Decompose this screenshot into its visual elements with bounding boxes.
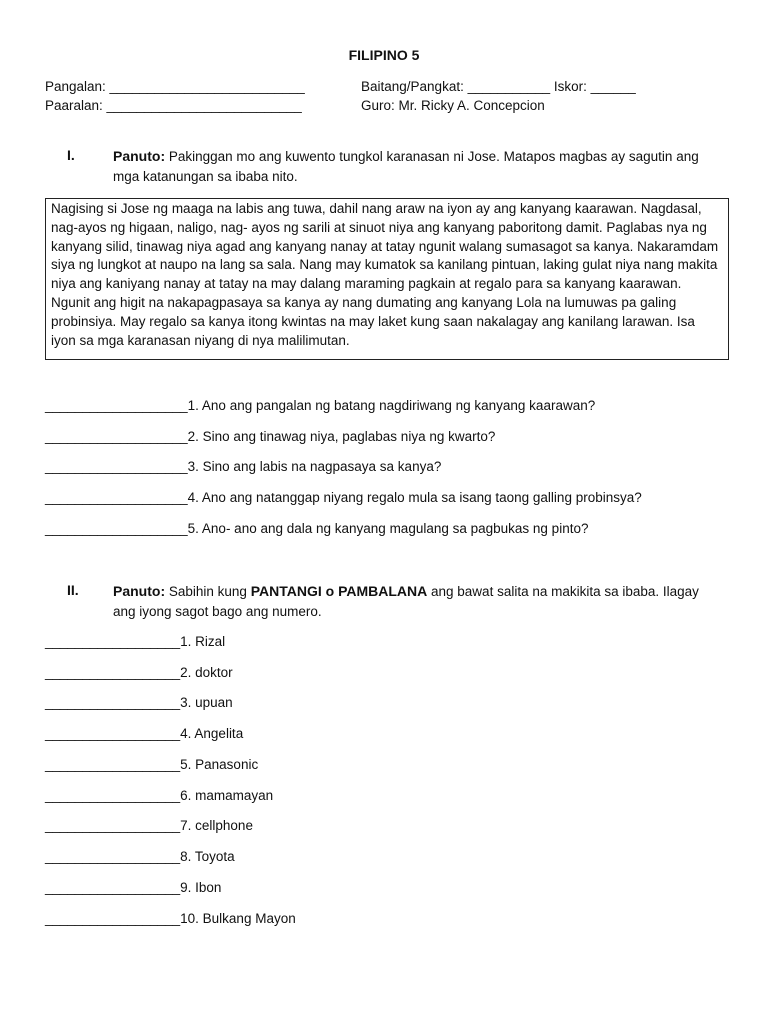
- item-4[interactable]: __________________4. Angelita: [45, 726, 244, 741]
- section-2-panuto-post: ang bawat salita na makikita sa ibaba. Ilagay ang iyong sagot bago ang numero.: [113, 584, 699, 619]
- section-2-panuto-pre: Sabihin kung: [168, 584, 247, 599]
- item-7[interactable]: __________________7. cellphone: [45, 818, 253, 833]
- section-1-panuto-label: Panuto:: [113, 148, 166, 164]
- item-10[interactable]: __________________10. Bulkang Mayon: [45, 911, 296, 926]
- story-box: Nagising si Jose ng maaga na labis ang tuwa, dahil nang araw na iyon ay ang kanyang kaarawan. Nagdasal, nag-ayos ng higaan, naligo, nag- ayos ng sarili at sinuot niya ang kanyang paboritong damit. Paglabas nya ng kanyang silid, tinawag niya agad ang kanyang nanay at tatay ngunit walang sumasagot sa kanya. Nakaramdam siya ng lungkot at naupo na lang sa sala. Nang may kumatok sa kanilang pintuan, laking gulat niya nang makita niya ang kaniyang nanay at tatay na may dalang maraming pagkain at regalo para sa kanyang kaarawan. Ngunit ang higit na nakapagpasaya sa kanya ay nang dumating ang kanyang Lola na lumuwas pa galing probinsiya. May regalo sa kanya itong kwintas na may laket kung saan nakalagay ang kanilang larawan. Isa iyon sa mga karanasan niyang di nya malilimutan.: [45, 198, 729, 360]
- item-5[interactable]: __________________5. Panasonic: [45, 757, 259, 772]
- item-8[interactable]: __________________8. Toyota: [45, 849, 235, 864]
- item-3[interactable]: __________________3. upuan: [45, 695, 233, 710]
- paaralan-field[interactable]: Paaralan: __________________________: [45, 98, 302, 113]
- page-title: FILIPINO 5: [348, 47, 420, 63]
- question-4[interactable]: ___________________4. Ano ang natanggap niyang regalo mula sa isang taong galling probinsya?: [45, 490, 642, 505]
- item-6[interactable]: __________________6. mamamayan: [45, 788, 274, 803]
- question-3[interactable]: ___________________3. Sino ang labis na nagpasaya sa kanya?: [45, 459, 442, 474]
- question-5[interactable]: ___________________5. Ano- ano ang dala ng kanyang magulang sa pagbukas ng pinto?: [45, 521, 589, 536]
- pangalan-field[interactable]: Pangalan: __________________________: [45, 79, 305, 94]
- section-2-number: II.: [67, 582, 79, 598]
- item-2[interactable]: __________________2. doktor: [45, 665, 233, 680]
- section-1-panuto-text: Pakinggan mo ang kuwento tungkol karanasan ni Jose. Matapos magbas ay sagutin ang mga katanungan sa ibaba nito.: [113, 149, 699, 184]
- item-9[interactable]: __________________9. Ibon: [45, 880, 222, 895]
- section-1-instructions: [113, 146, 713, 187]
- section-2-panuto-label: Panuto:: [113, 583, 166, 599]
- baitang-iskor-field[interactable]: Baitang/Pangkat: ___________ Iskor: ______: [361, 79, 636, 94]
- section-2-panuto-bold: PANTANGI o PAMBALANA: [250, 583, 428, 599]
- question-2[interactable]: ___________________2. Sino ang tinawag niya, paglabas niya ng kwarto?: [45, 429, 496, 444]
- item-1[interactable]: __________________1. Rizal: [45, 634, 226, 649]
- section-2-instructions: [113, 581, 713, 622]
- guro-label: Guro: Mr. Ricky A. Concepcion: [361, 98, 545, 113]
- question-1[interactable]: ___________________1. Ano ang pangalan ng batang nagdiriwang ng kanyang kaarawan?: [45, 398, 596, 413]
- section-1-number: I.: [67, 147, 75, 163]
